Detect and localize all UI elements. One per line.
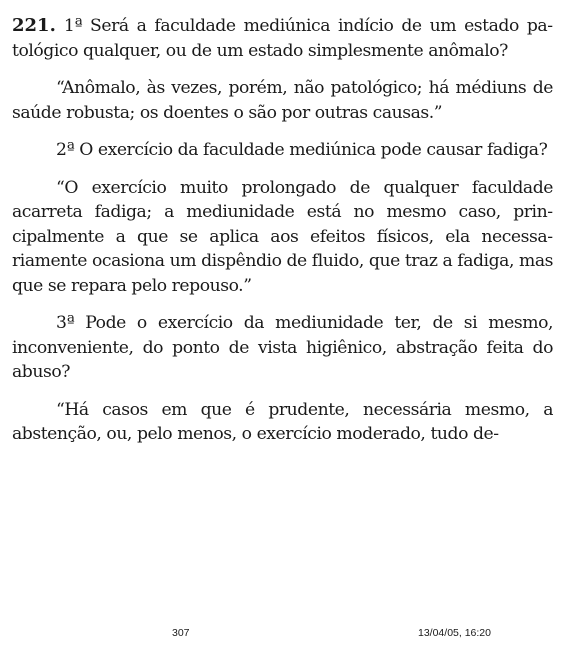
footer-timestamp: 13/04/05, 16:20 bbox=[418, 627, 491, 639]
question-1-text: 1ª Será a faculdade mediúnica indício de um estado patológico qualquer, ou de um estado simplesmente anômalo? bbox=[12, 16, 554, 61]
answer-2: “O exercício muito prolongado de qualquer faculdade acarreta fadiga; a mediunidade está no mesmo caso, principalmente a que se aplica aos efeitos físicos, ela necessariamente ocasiona um dispêndio de fluido, que traz a fadiga, mas que se repara pelo repouso.” bbox=[12, 177, 553, 296]
answer-3: “Há casos em que é prudente, necessária mesmo, a abstenção, ou, pelo menos, o exercício moderado, tudo de- bbox=[12, 399, 553, 444]
question-number: 221. bbox=[12, 15, 56, 36]
question-1 bbox=[12, 14, 553, 63]
answer-1: “Anômalo, às vezes, porém, não patológico; há médiuns de saúde robusta; os doentes o são por outras causas.” bbox=[12, 78, 553, 123]
page-number: 307 bbox=[172, 627, 190, 639]
question-2: 2ª O exercício da faculdade mediúnica pode causar fadiga? bbox=[56, 140, 548, 160]
question-3: 3ª Pode o exercício da mediunidade ter, de si mesmo, inconveniente, do ponto de vista higiênico, abstração feita do abuso? bbox=[12, 313, 553, 382]
page-body bbox=[12, 14, 553, 460]
